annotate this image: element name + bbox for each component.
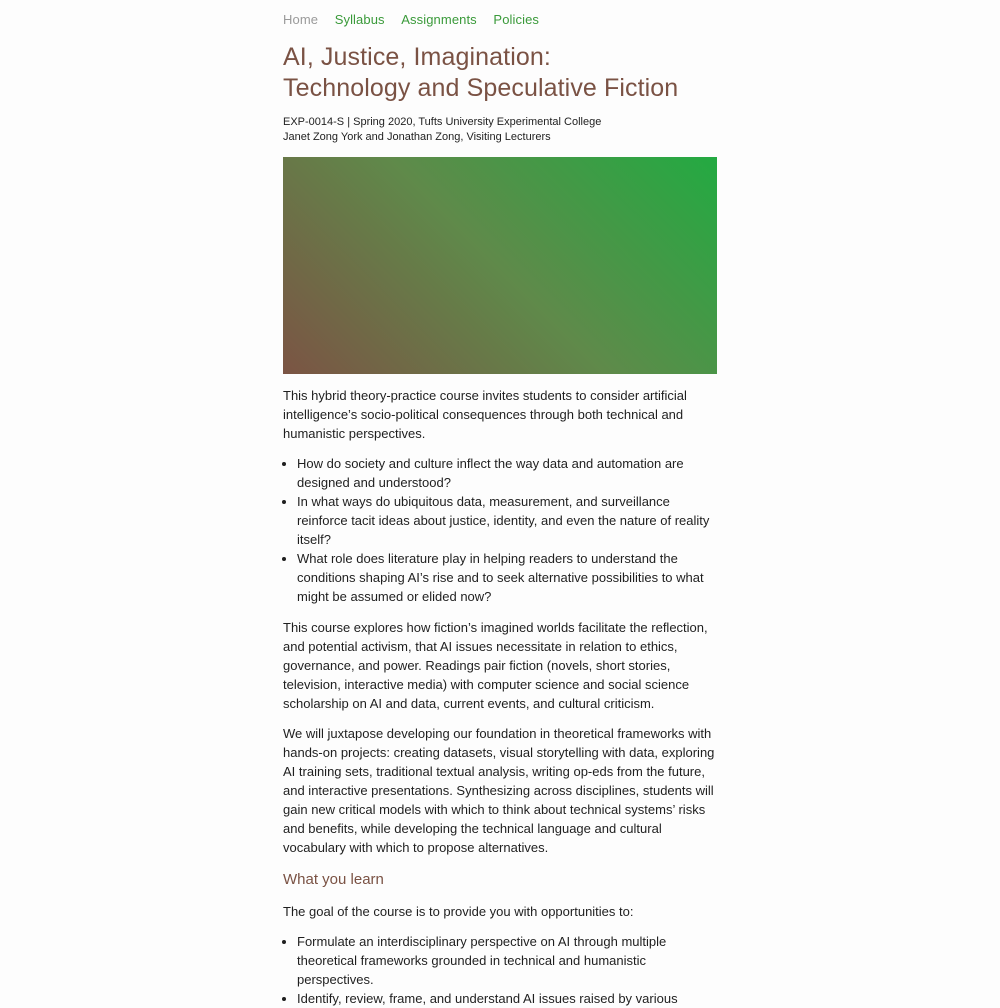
course-info: EXP-0014-S | Spring 2020, Tufts University Experimental College <box>283 116 602 128</box>
nav-home-link[interactable]: Home <box>283 12 319 27</box>
goals-intro-paragraph: The goal of the course is to provide you with opportunities to: <box>283 904 634 919</box>
intro-paragraph: This hybrid theory-practice course invites students to consider artificial intelligence’s socio-political consequences through both technical and humanistic perspectives. <box>283 388 687 441</box>
page-title-line-2: Technology and Speculative Fiction <box>283 74 679 102</box>
top-nav <box>283 12 717 32</box>
list-item: • Identify, review, frame, and understand AI issues raised by various <box>297 989 717 1008</box>
page-content <box>283 0 717 1008</box>
list-item: • How do society and culture inflect the way data and automation are designed and understood? <box>297 454 717 492</box>
list-item: • Formulate an interdisciplinary perspective on AI through multiple theoretical frameworks grounded in technical and humanistic perspectives. <box>297 932 717 989</box>
page-title-line-1: AI, Justice, Imagination: <box>283 43 551 71</box>
course-meta <box>283 115 717 145</box>
course-description-paragraph: This course explores how fiction’s imagined worlds facilitate the reflection, and potential activism, that AI issues necessitate in relation to ethics, governance, and power. Readings pair fiction (novels, short stories, television, interactive media) with computer science and social science scholarship on AI and data, current events, and cultural criticism. <box>283 620 708 711</box>
goals-list <box>283 932 717 1008</box>
question-list <box>283 454 717 606</box>
nav-policies-link[interactable]: Policies <box>493 12 540 27</box>
nav-assignments-link[interactable]: Assignments <box>401 12 477 27</box>
list-item: • What role does literature play in helping readers to understand the conditions shaping AI’s rise and to seek alternative possibilities to what might be assumed or elided now? <box>297 549 717 606</box>
page-title <box>283 42 717 104</box>
list-item: • In what ways do ubiquitous data, measurement, and surveillance reinforce tacit ideas about justice, identity, and even the nature of reality itself? <box>297 492 717 549</box>
section-heading-what-you-learn: What you learn <box>283 871 384 888</box>
nav-syllabus-link[interactable]: Syllabus <box>334 12 385 27</box>
course-instructors: Janet Zong York and Jonathan Zong, Visiting Lecturers <box>283 131 551 143</box>
course-projects-paragraph: We will juxtapose developing our foundation in theoretical frameworks with hands-on projects: creating datasets, visual storytelling with data, exploring AI training sets, traditional textual analysis, writing op-eds from the future, and interactive presentations. Synthesizing across disciplines, students will gain new critical models with which to think about technical systems’ risks and benefits, while developing the technical language and cultural vocabulary with which to propose alternatives. <box>283 726 715 855</box>
hero-gradient-image <box>283 157 717 374</box>
